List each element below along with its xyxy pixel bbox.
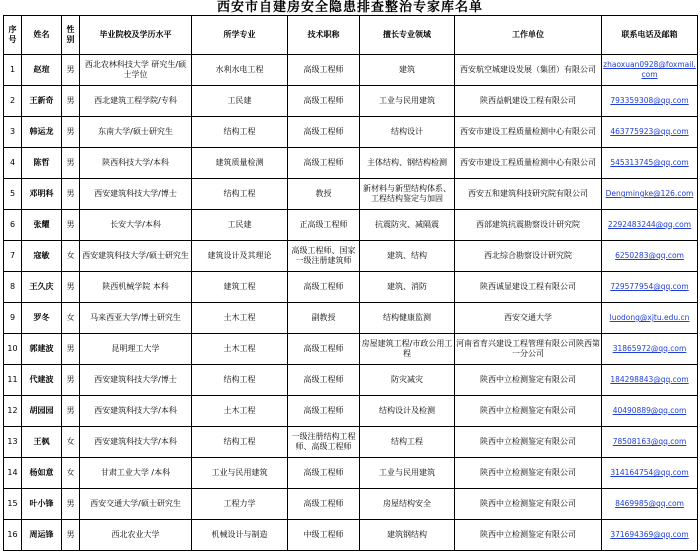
- cell-school: 马来西亚大学/博士研究生: [80, 303, 192, 334]
- cell-major: 水利水电工程: [192, 55, 288, 86]
- cell-major: 建筑质量检测: [192, 148, 288, 179]
- cell-index: 9: [4, 303, 22, 334]
- cell-school: 西安建筑科技大学/硕士研究生: [80, 241, 192, 272]
- cell-index: 12: [4, 396, 22, 427]
- cell-school: 西安建筑科技大学/本科: [80, 396, 192, 427]
- cell-school: 东南大学/硕士研究生: [80, 117, 192, 148]
- cell-major: 结构工程: [192, 117, 288, 148]
- cell-field: 房屋建筑工程/市政公用工程: [360, 334, 455, 365]
- cell-gender: 男: [62, 117, 80, 148]
- cell-unit: 西安航空城建设发展（集团）有限公司: [455, 55, 602, 86]
- cell-gender: 男: [62, 55, 80, 86]
- cell-major: 工程力学: [192, 489, 288, 520]
- cell-rank: 一级注册结构工程师、高级工程师: [288, 427, 360, 458]
- table-row: [4, 489, 698, 520]
- cell-rank: 副教授: [288, 303, 360, 334]
- cell-field: 结构健康监测: [360, 303, 455, 334]
- cell-name: 郭建波: [22, 334, 62, 365]
- table-row: [4, 520, 698, 551]
- cell-school: 西安建筑科技大学/本科: [80, 427, 192, 458]
- cell-school: 陕西科技大学/本科: [80, 148, 192, 179]
- cell-field: 防灾减灾: [360, 365, 455, 396]
- cell-contact-link[interactable]: 729577954@qq.com: [602, 272, 698, 303]
- header-field: 擅长专业领域: [360, 16, 455, 55]
- cell-contact-link[interactable]: 793359308@qq.com: [602, 86, 698, 117]
- cell-rank: 高级工程师: [288, 148, 360, 179]
- cell-field: 房屋结构安全: [360, 489, 455, 520]
- cell-index: 15: [4, 489, 22, 520]
- cell-school: 昆明理工大学: [80, 334, 192, 365]
- cell-index: 14: [4, 458, 22, 489]
- cell-name: 韩运龙: [22, 117, 62, 148]
- cell-gender: 女: [62, 458, 80, 489]
- cell-field: 结构工程: [360, 427, 455, 458]
- header-rank: 技术职称: [288, 16, 360, 55]
- cell-index: 8: [4, 272, 22, 303]
- cell-rank: 高级工程师: [288, 334, 360, 365]
- cell-contact-link[interactable]: Dengmingke@126.com: [602, 179, 698, 210]
- cell-unit: 陕西中立检测鉴定有限公司: [455, 489, 602, 520]
- cell-contact-link[interactable]: 314164754@qq.com: [602, 458, 698, 489]
- cell-contact-link[interactable]: 6250283@qq.com: [602, 241, 698, 272]
- cell-unit: 西安五和建筑科技研究院有限公司: [455, 179, 602, 210]
- cell-school: 西安交通大学/硕士研究生: [80, 489, 192, 520]
- cell-school: 陕西机械学院 本科: [80, 272, 192, 303]
- cell-contact-link[interactable]: 78508163@qq.com: [602, 427, 698, 458]
- cell-rank: 高级工程师: [288, 86, 360, 117]
- cell-field: 建筑、消防: [360, 272, 455, 303]
- cell-name: 叶小锋: [22, 489, 62, 520]
- cell-rank: 高级工程师: [288, 365, 360, 396]
- cell-contact-link[interactable]: 371694369@qq.com: [602, 520, 698, 551]
- cell-contact-link[interactable]: 2292483244@qq.com: [602, 210, 698, 241]
- cell-index: 7: [4, 241, 22, 272]
- cell-school: 西安建筑科技大学/博士: [80, 179, 192, 210]
- cell-field: 建筑: [360, 55, 455, 86]
- header-contact: 联系电话及邮箱: [602, 16, 698, 55]
- cell-major: 建筑工程: [192, 272, 288, 303]
- cell-major: 土木工程: [192, 334, 288, 365]
- cell-rank: 高级工程师: [288, 458, 360, 489]
- cell-unit: 西安交通大学: [455, 303, 602, 334]
- cell-name: 胡园园: [22, 396, 62, 427]
- cell-field: 主体结构、钢结构检测: [360, 148, 455, 179]
- cell-major: 工业与民用建筑: [192, 458, 288, 489]
- cell-unit: 陕西中立检测鉴定有限公司: [455, 458, 602, 489]
- cell-contact-link[interactable]: zhaoxuan0928@foxmail.com: [602, 55, 698, 86]
- cell-unit: 西部建筑抗震勘察设计研究院: [455, 210, 602, 241]
- cell-major: 机械设计与制造: [192, 520, 288, 551]
- cell-school: 西北农业大学: [80, 520, 192, 551]
- cell-index: 5: [4, 179, 22, 210]
- cell-field: 工业与民用建筑: [360, 86, 455, 117]
- table-row: [4, 55, 698, 86]
- table-row: [4, 303, 698, 334]
- cell-unit: 陕西中立检测鉴定有限公司: [455, 396, 602, 427]
- cell-rank: 高级工程师、国家一级注册建筑师: [288, 241, 360, 272]
- cell-contact-link[interactable]: 40490889@qq.com: [602, 396, 698, 427]
- cell-gender: 男: [62, 365, 80, 396]
- cell-gender: 男: [62, 520, 80, 551]
- cell-name: 代建波: [22, 365, 62, 396]
- cell-major: 工民建: [192, 86, 288, 117]
- cell-name: 周运锋: [22, 520, 62, 551]
- cell-rank: 正高级工程师: [288, 210, 360, 241]
- table-row: [4, 334, 698, 365]
- cell-field: 新材料与新型结构体系、工程结构鉴定与加固: [360, 179, 455, 210]
- cell-gender: 女: [62, 427, 80, 458]
- cell-index: 10: [4, 334, 22, 365]
- cell-rank: 高级工程师: [288, 272, 360, 303]
- cell-unit: 西安市建设工程质量检测中心有限公司: [455, 148, 602, 179]
- cell-unit: 陕西中立检测鉴定有限公司: [455, 520, 602, 551]
- cell-gender: 女: [62, 241, 80, 272]
- cell-gender: 男: [62, 148, 80, 179]
- header-major: 所学专业: [192, 16, 288, 55]
- cell-name: 王新奇: [22, 86, 62, 117]
- cell-name: 邓明科: [22, 179, 62, 210]
- cell-rank: 高级工程师: [288, 396, 360, 427]
- cell-index: 4: [4, 148, 22, 179]
- cell-gender: 男: [62, 489, 80, 520]
- table-row: [4, 179, 698, 210]
- cell-field: 建筑、结构: [360, 241, 455, 272]
- cell-major: 结构工程: [192, 179, 288, 210]
- header-name: 姓名: [22, 16, 62, 55]
- cell-school: 西北建筑工程学院/专科: [80, 86, 192, 117]
- cell-name: 陈哲: [22, 148, 62, 179]
- cell-school: 西北农林科技大学 研究生/硕士学位: [80, 55, 192, 86]
- cell-unit: 河南省育兴建设工程管理有限公司陕西第一分公司: [455, 334, 602, 365]
- cell-field: 结构设计: [360, 117, 455, 148]
- cell-gender: 男: [62, 396, 80, 427]
- table-row: [4, 458, 698, 489]
- cell-contact-link[interactable]: 31865972@qq.com: [602, 334, 698, 365]
- cell-school: 长安大学/本科: [80, 210, 192, 241]
- cell-unit: 陕西益帆建设工程有限公司: [455, 86, 602, 117]
- cell-unit: 西安市建设工程质量检测中心有限公司: [455, 117, 602, 148]
- cell-field: 结构设计及检测: [360, 396, 455, 427]
- cell-major: 土木工程: [192, 303, 288, 334]
- table-body: [4, 55, 698, 551]
- cell-index: 1: [4, 55, 22, 86]
- cell-major: 建筑设计及其理论: [192, 241, 288, 272]
- header-school: 毕业院校及学历水平: [80, 16, 192, 55]
- cell-major: 结构工程: [192, 427, 288, 458]
- cell-index: 2: [4, 86, 22, 117]
- table-header-row: [4, 16, 698, 55]
- cell-rank: 中级工程师: [288, 520, 360, 551]
- cell-major: 工民建: [192, 210, 288, 241]
- cell-contact-link[interactable]: 8469985@qq.com: [602, 489, 698, 520]
- cell-gender: 男: [62, 179, 80, 210]
- cell-index: 13: [4, 427, 22, 458]
- cell-contact-link[interactable]: luodong@xjtu.edu.cn: [602, 303, 698, 334]
- table-row: [4, 396, 698, 427]
- cell-school: 甘肃工业大学 /本科: [80, 458, 192, 489]
- header-index: 序号: [4, 16, 22, 55]
- table-row: [4, 117, 698, 148]
- table-row: [4, 241, 698, 272]
- header-unit: 工作单位: [455, 16, 602, 55]
- cell-contact-link[interactable]: 463775923@qq.com: [602, 117, 698, 148]
- table-row: [4, 210, 698, 241]
- table-row: [4, 86, 698, 117]
- cell-name: 寇敏: [22, 241, 62, 272]
- cell-index: 6: [4, 210, 22, 241]
- expert-table: [3, 15, 698, 551]
- table-row: [4, 365, 698, 396]
- cell-unit: 陕西诚显建设工程有限公司: [455, 272, 602, 303]
- cell-name: 赵瑄: [22, 55, 62, 86]
- cell-rank: 教授: [288, 179, 360, 210]
- cell-field: 抗震防灾、减隔震: [360, 210, 455, 241]
- cell-gender: 男: [62, 334, 80, 365]
- cell-unit: 陕西中立检测鉴定有限公司: [455, 365, 602, 396]
- cell-name: 王枫: [22, 427, 62, 458]
- cell-index: 11: [4, 365, 22, 396]
- table-row: [4, 272, 698, 303]
- header-gender: 性别: [62, 16, 80, 55]
- cell-index: 16: [4, 520, 22, 551]
- cell-field: 建筑钢结构: [360, 520, 455, 551]
- cell-field: 工业与民用建筑: [360, 458, 455, 489]
- cell-unit: 陕西中立检测鉴定有限公司: [455, 427, 602, 458]
- cell-unit: 西北综合勘察设计研究院: [455, 241, 602, 272]
- cell-gender: 男: [62, 272, 80, 303]
- cell-contact-link[interactable]: 184298843@qq.com: [602, 365, 698, 396]
- table-row: [4, 427, 698, 458]
- page-title: 西安市自建房安全隐患排查整治专家库名单: [216, 0, 483, 15]
- cell-index: 3: [4, 117, 22, 148]
- cell-major: 土木工程: [192, 396, 288, 427]
- table-row: [4, 148, 698, 179]
- cell-contact-link[interactable]: 545313745@qq.com: [602, 148, 698, 179]
- cell-name: 罗冬: [22, 303, 62, 334]
- cell-rank: 高级工程师: [288, 55, 360, 86]
- cell-school: 西安建筑科技大学/博士: [80, 365, 192, 396]
- cell-rank: 高级工程师: [288, 117, 360, 148]
- cell-rank: 高级工程师: [288, 489, 360, 520]
- cell-name: 张耀: [22, 210, 62, 241]
- cell-name: 王久庆: [22, 272, 62, 303]
- cell-gender: 男: [62, 86, 80, 117]
- cell-gender: 女: [62, 303, 80, 334]
- cell-major: 结构工程: [192, 365, 288, 396]
- cell-gender: 男: [62, 210, 80, 241]
- cell-name: 杨如意: [22, 458, 62, 489]
